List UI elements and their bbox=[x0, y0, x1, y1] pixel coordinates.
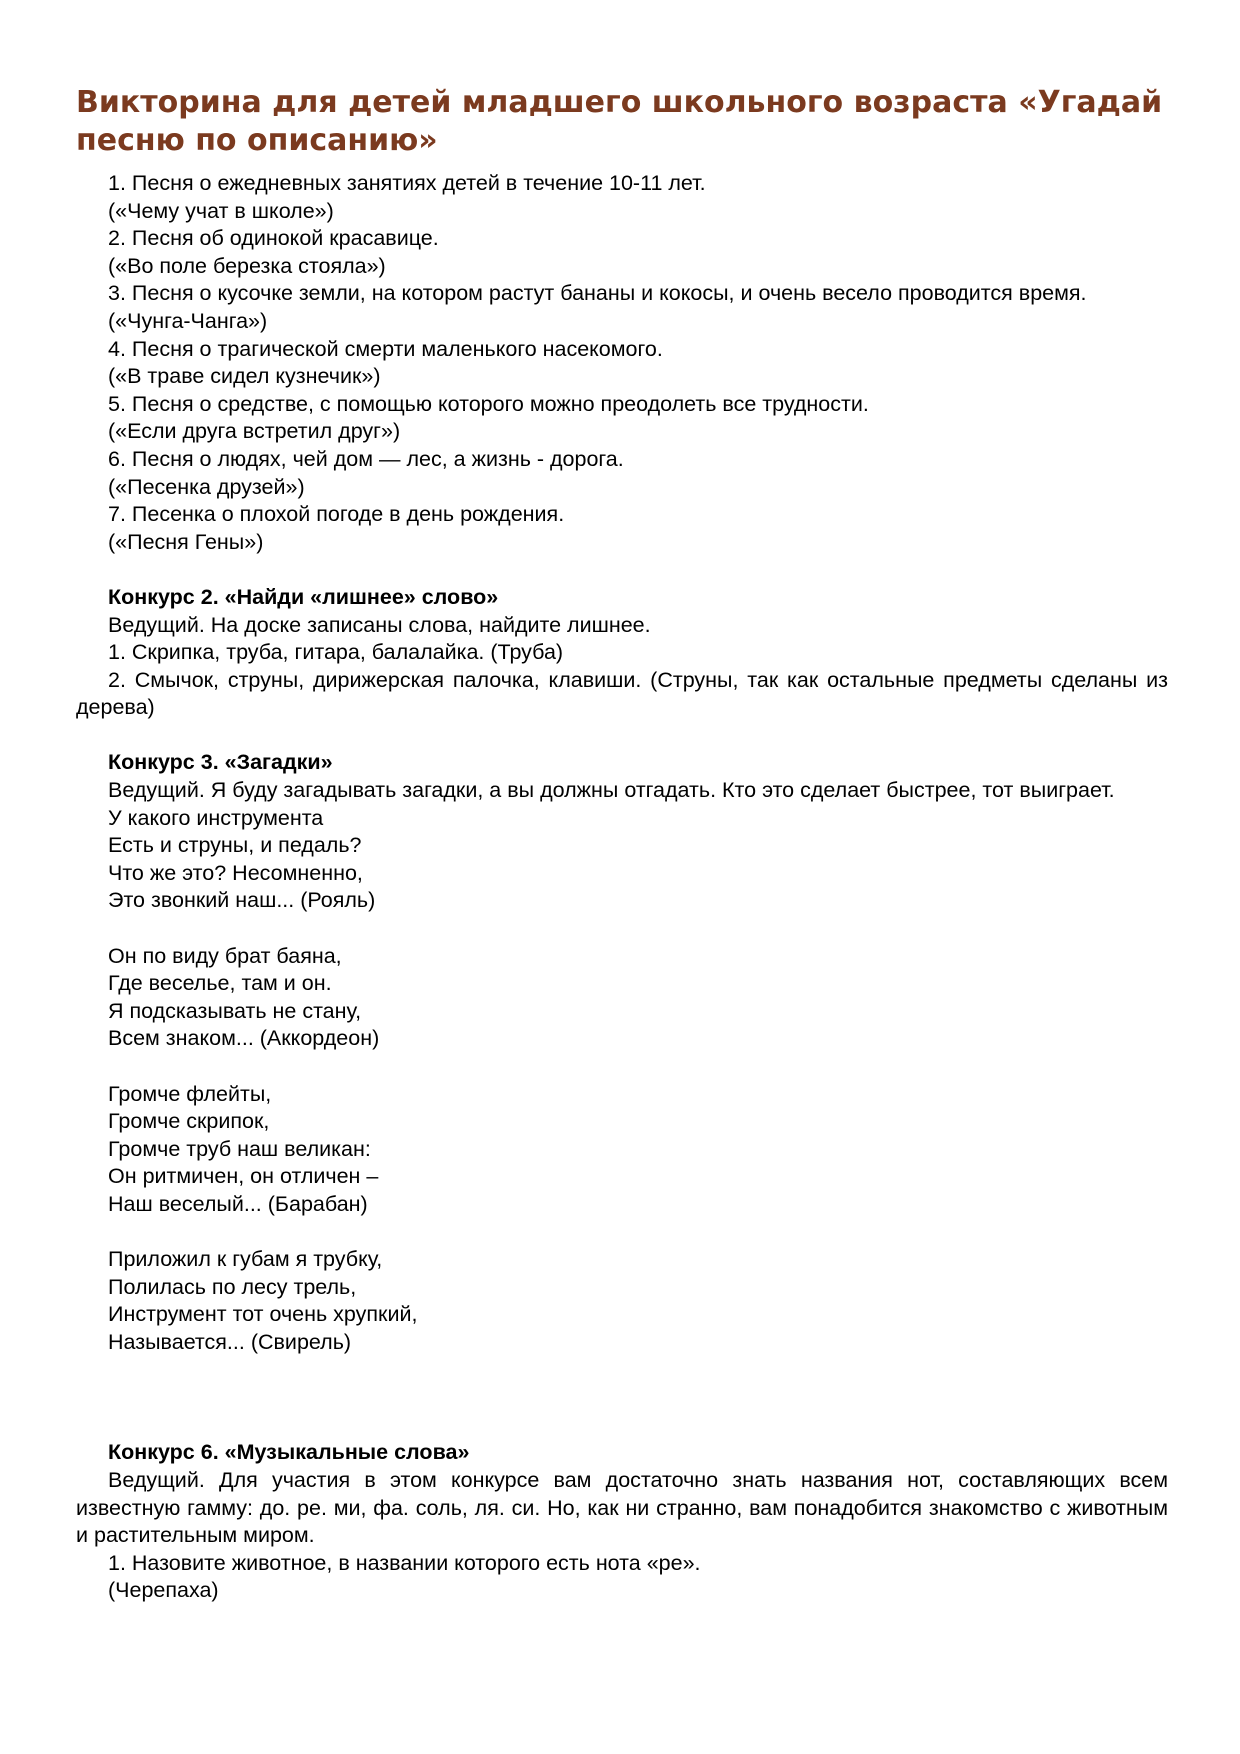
spacer bbox=[76, 1219, 1168, 1247]
riddle-line: Это звонкий наш... (Рояль) bbox=[108, 888, 376, 913]
song-answer-4: («В траве сидел кузнечик») bbox=[108, 364, 381, 389]
riddle-line: Наш веселый... (Барабан) bbox=[108, 1191, 368, 1216]
riddle-line: Есть и струны, и педаль? bbox=[108, 833, 362, 858]
spacer bbox=[76, 1357, 1168, 1440]
song-question-2: 2. Песня об одинокой красавице. bbox=[108, 226, 439, 251]
riddle-line: Он по виду брат баяна, bbox=[108, 943, 342, 968]
contest-3-heading: Конкурс 3. «Загадки» bbox=[108, 750, 333, 775]
riddle-line: Где веселье, там и он. bbox=[108, 971, 332, 996]
contest-2-heading: Конкурс 2. «Найди «лишнее» слово» bbox=[108, 584, 499, 609]
contest-2-item-1: 1. Скрипка, труба, гитара, балалайка. (Труба) bbox=[108, 640, 564, 665]
riddle-line: Он ритмичен, он отличен – bbox=[108, 1164, 379, 1189]
contest-3-intro: Ведущий. Я буду загадывать загадки, а вы должны отгадать. Кто это сделает быстрее, тот выиграет. bbox=[108, 778, 1115, 803]
riddle-line: Полилась по лесу трель, bbox=[108, 1274, 357, 1299]
riddle-line: Громче флейты, bbox=[108, 1081, 272, 1106]
contest-6-answer-1: (Черепаха) bbox=[108, 1578, 219, 1603]
riddle-line: Громче труб наш великан: bbox=[108, 1136, 371, 1161]
document-title: Викторина для детей младшего школьного возраста «Угадай песню по описанию» bbox=[76, 85, 1163, 158]
song-answer-6: («Песенка друзей») bbox=[108, 474, 305, 499]
riddle-line: Всем знаком... (Аккордеон) bbox=[108, 1026, 380, 1051]
contest-3-section bbox=[76, 749, 1168, 1356]
song-answer-1: («Чему учат в школе») bbox=[108, 198, 334, 223]
contest-2-section bbox=[76, 584, 1168, 722]
song-answer-3: («Чунга-Чанга») bbox=[108, 308, 268, 333]
spacer bbox=[76, 722, 1168, 750]
contest-6-section bbox=[76, 1439, 1168, 1605]
song-question-4: 4. Песня о трагической смерти маленького насекомого. bbox=[108, 336, 663, 361]
document-body bbox=[76, 170, 1168, 1605]
riddle-line: У какого инструмента bbox=[108, 805, 324, 830]
riddle-line: Что же это? Несомненно, bbox=[108, 860, 363, 885]
contest-6-intro: Ведущий. Для участия в этом конкурсе вам достаточно знать названия нот, составляющих всем известную гамму: до. ре. ми, фа. соль, ля. си. Но, как ни странно, вам понадобится знакомство с животным и растительным миром. bbox=[76, 1467, 1168, 1548]
song-question-3: 3. Песня о кусочке земли, на котором растут бананы и кокосы, и очень весело проводится время. bbox=[108, 281, 1087, 306]
contest-2-item-2: 2. Смычок, струны, дирижерская палочка, клавиши. (Струны, так как остальные предметы сделаны из дерева) bbox=[76, 667, 1168, 720]
riddle-2 bbox=[76, 943, 1168, 1053]
song-question-1: 1. Песня о ежедневных занятиях детей в течение 10-11 лет. bbox=[108, 171, 706, 195]
riddle-line: Приложил к губам я трубку, bbox=[108, 1247, 383, 1272]
spacer bbox=[76, 1053, 1168, 1081]
song-answer-5: («Если друга встретил друг») bbox=[108, 419, 401, 444]
riddle-1 bbox=[76, 805, 1168, 915]
song-answer-2: («Во поле березка стояла») bbox=[108, 253, 386, 278]
riddle-line: Инструмент тот очень хрупкий, bbox=[108, 1302, 418, 1327]
contest-6-item-1: 1. Назовите животное, в названии которого есть нота «ре». bbox=[108, 1550, 701, 1575]
song-question-5: 5. Песня о средстве, с помощью которого можно преодолеть все трудности. bbox=[108, 391, 869, 416]
riddle-3 bbox=[76, 1081, 1168, 1219]
riddle-4 bbox=[76, 1246, 1168, 1356]
contest-6-heading: Конкурс 6. «Музыкальные слова» bbox=[108, 1440, 470, 1465]
contest-2-intro: Ведущий. На доске записаны слова, найдите лишнее. bbox=[108, 612, 651, 637]
riddle-line: Громче скрипок, bbox=[108, 1109, 270, 1134]
song-question-7: 7. Песенка о плохой погоде в день рождения. bbox=[108, 502, 565, 527]
spacer bbox=[76, 556, 1168, 584]
riddle-line: Я подсказывать не стану, bbox=[108, 998, 362, 1023]
song-question-6: 6. Песня о людях, чей дом — лес, а жизнь - дорога. bbox=[108, 446, 624, 471]
riddle-line: Называется... (Свирель) bbox=[108, 1329, 352, 1354]
spacer bbox=[76, 915, 1168, 943]
song-answer-7: («Песня Гены») bbox=[108, 529, 264, 554]
song-quiz-list bbox=[76, 170, 1168, 556]
